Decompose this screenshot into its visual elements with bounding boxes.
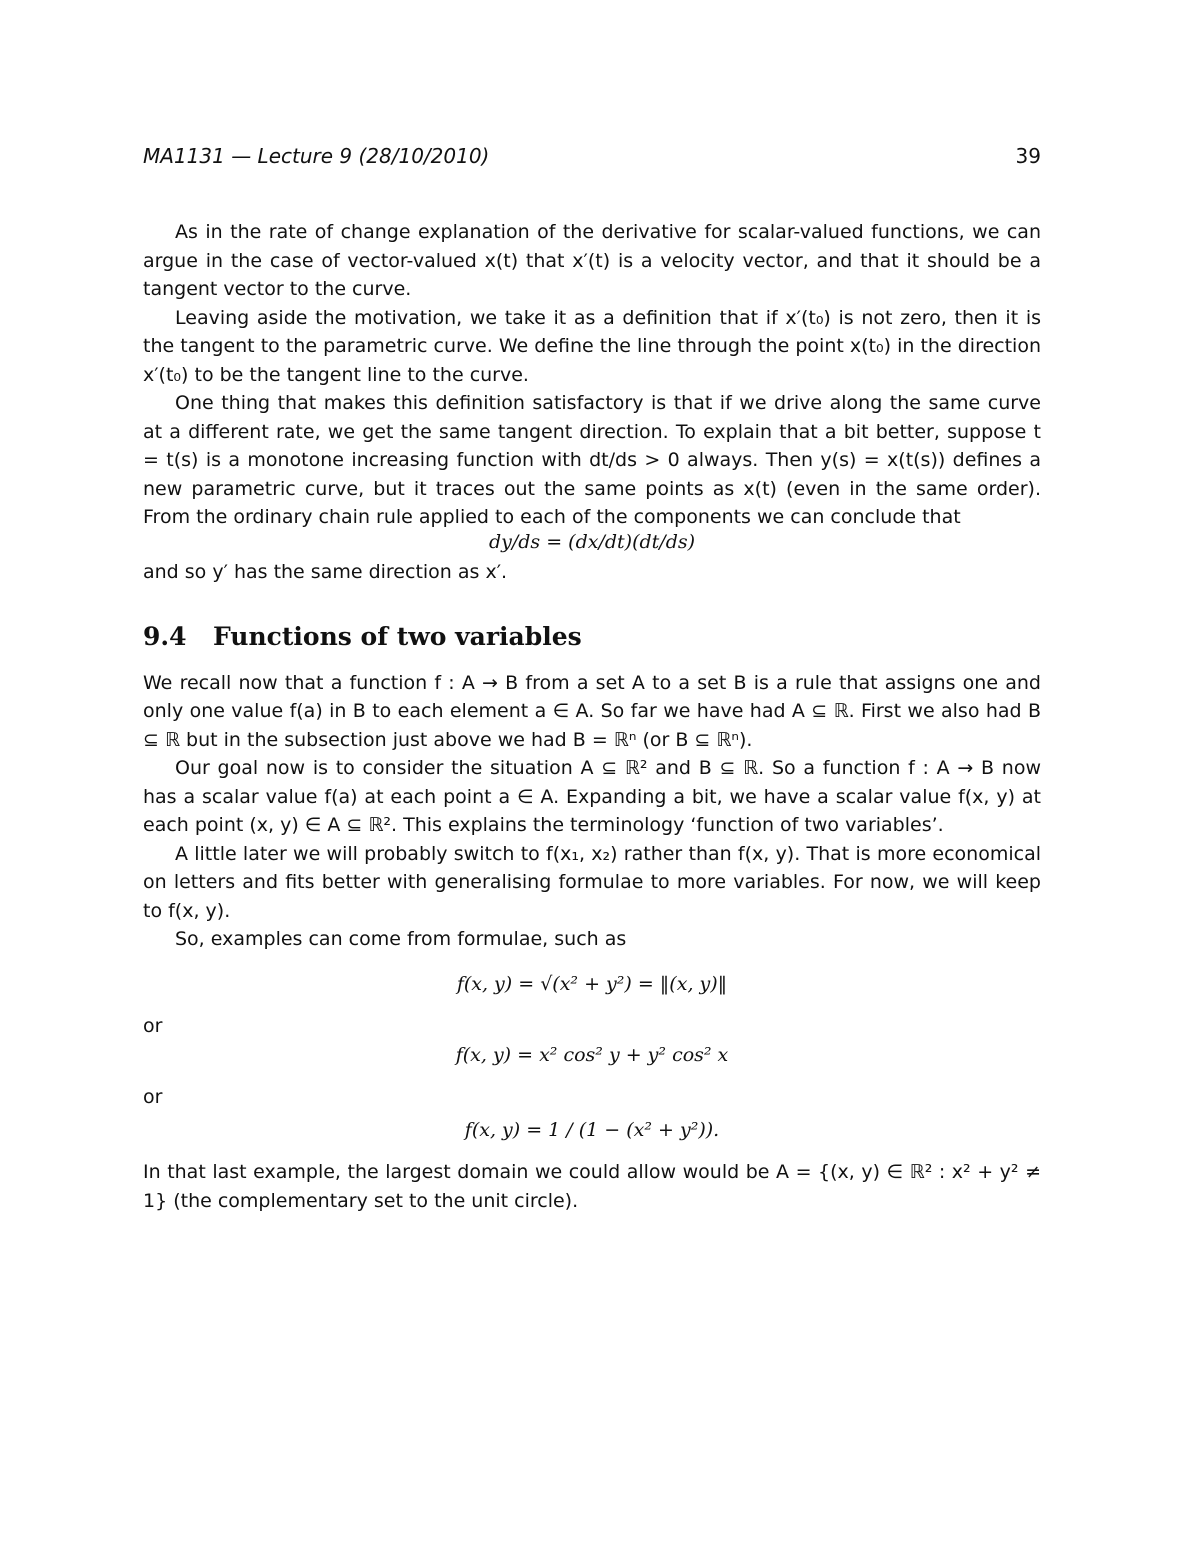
paragraph-tangent-definition: Leaving aside the motivation, we take it as a definition that if x′(t₀) is not zero, then it is the tangent to the parametric curve. We define the line through the point x(t₀) in the direction x′(t₀) to be the tangent line to the curve. (143, 306, 1041, 386)
equation-cosine-text: f(x, y) = x² cos² y + y² cos² x (455, 1043, 729, 1066)
paragraph-goal: Our goal now is to consider the situation A ⊆ ℝ² and B ⊆ ℝ. So a function f : A → B now has a scalar value f(a) at each point a ∈ A. Expanding a bit, we have a scalar value f(x, y) at each point (x, y) ∈ A ⊆ ℝ². This explains the terminology ‘function of two variables’. (143, 757, 1041, 836)
paragraph-examples-intro: So, examples can come from formulae, such as (175, 928, 627, 950)
paragraph-same-direction: and so y′ has the same direction as x′. (143, 561, 508, 583)
running-title: MA1131 — Lecture 9 (28/10/2010) (143, 144, 490, 168)
section-title: Functions of two variables (213, 621, 582, 651)
paragraph-function-recall: We recall now that a function f : A → B from a set A to a set B is a rule that assigns one and only one value f(a) in B to each element a ∈ A. So far we have had A ⊆ ℝ. First we also had B ⊆ ℝ but in the subsection just above we had B = ℝⁿ (or B ⊆ ℝⁿ). (143, 671, 1041, 751)
equation-reciprocal-text: f(x, y) = 1 / (1 − (x² + y²)). (464, 1118, 720, 1141)
or-connector-1: or (143, 1015, 163, 1037)
paragraph-domain: In that last example, the largest domain we could allow would be A = {(x, y) ∈ ℝ² : x² + y² ≠ 1} (the complementary set to the unit circle). (143, 1161, 1041, 1212)
or-connector-2: or (143, 1086, 163, 1108)
paragraph-reparametrisation: One thing that makes this definition satisfactory is that if we drive along the same curve at a different rate, we get the same tangent direction. To explain that a bit better, suppose t = t(s) is a monotone increasing function with dt/ds > 0 always. Then y(s) = x(t(s)) defines a new parametric curve, but it traces out the same points as x(t) (even in the same order). From the ordinary chain rule applied to each of the components we can conclude that (143, 392, 1041, 528)
equation-chain-rule-text: dy/ds = (dx/dt)(dt/ds) (488, 530, 696, 553)
section-heading (143, 621, 1041, 653)
equation-norm-text: f(x, y) = √(x² + y²) = ‖(x, y)‖ (456, 972, 728, 995)
equation-norm (143, 970, 1041, 999)
paragraph-notation: A little later we will probably switch to f(x₁, x₂) rather than f(x, y). That is more economical on letters and fits better with generalising formulae to more variables. For now, we will keep to f(x, y). (143, 842, 1041, 922)
page-number: 39 (1015, 144, 1041, 168)
paragraph-rate-of-change: As in the rate of change explanation of the derivative for scalar-valued functions, we can argue in the case of vector-valued x(t) that x′(t) is a velocity vector, and that it should be a tangent vector to the curve. (143, 221, 1041, 300)
equation-reciprocal (143, 1116, 1041, 1145)
equation-chain-rule (143, 528, 1041, 557)
section-number: 9.4 (143, 621, 187, 651)
equation-cosine (143, 1041, 1041, 1070)
running-header (143, 144, 1041, 168)
body-text (143, 218, 1041, 1215)
